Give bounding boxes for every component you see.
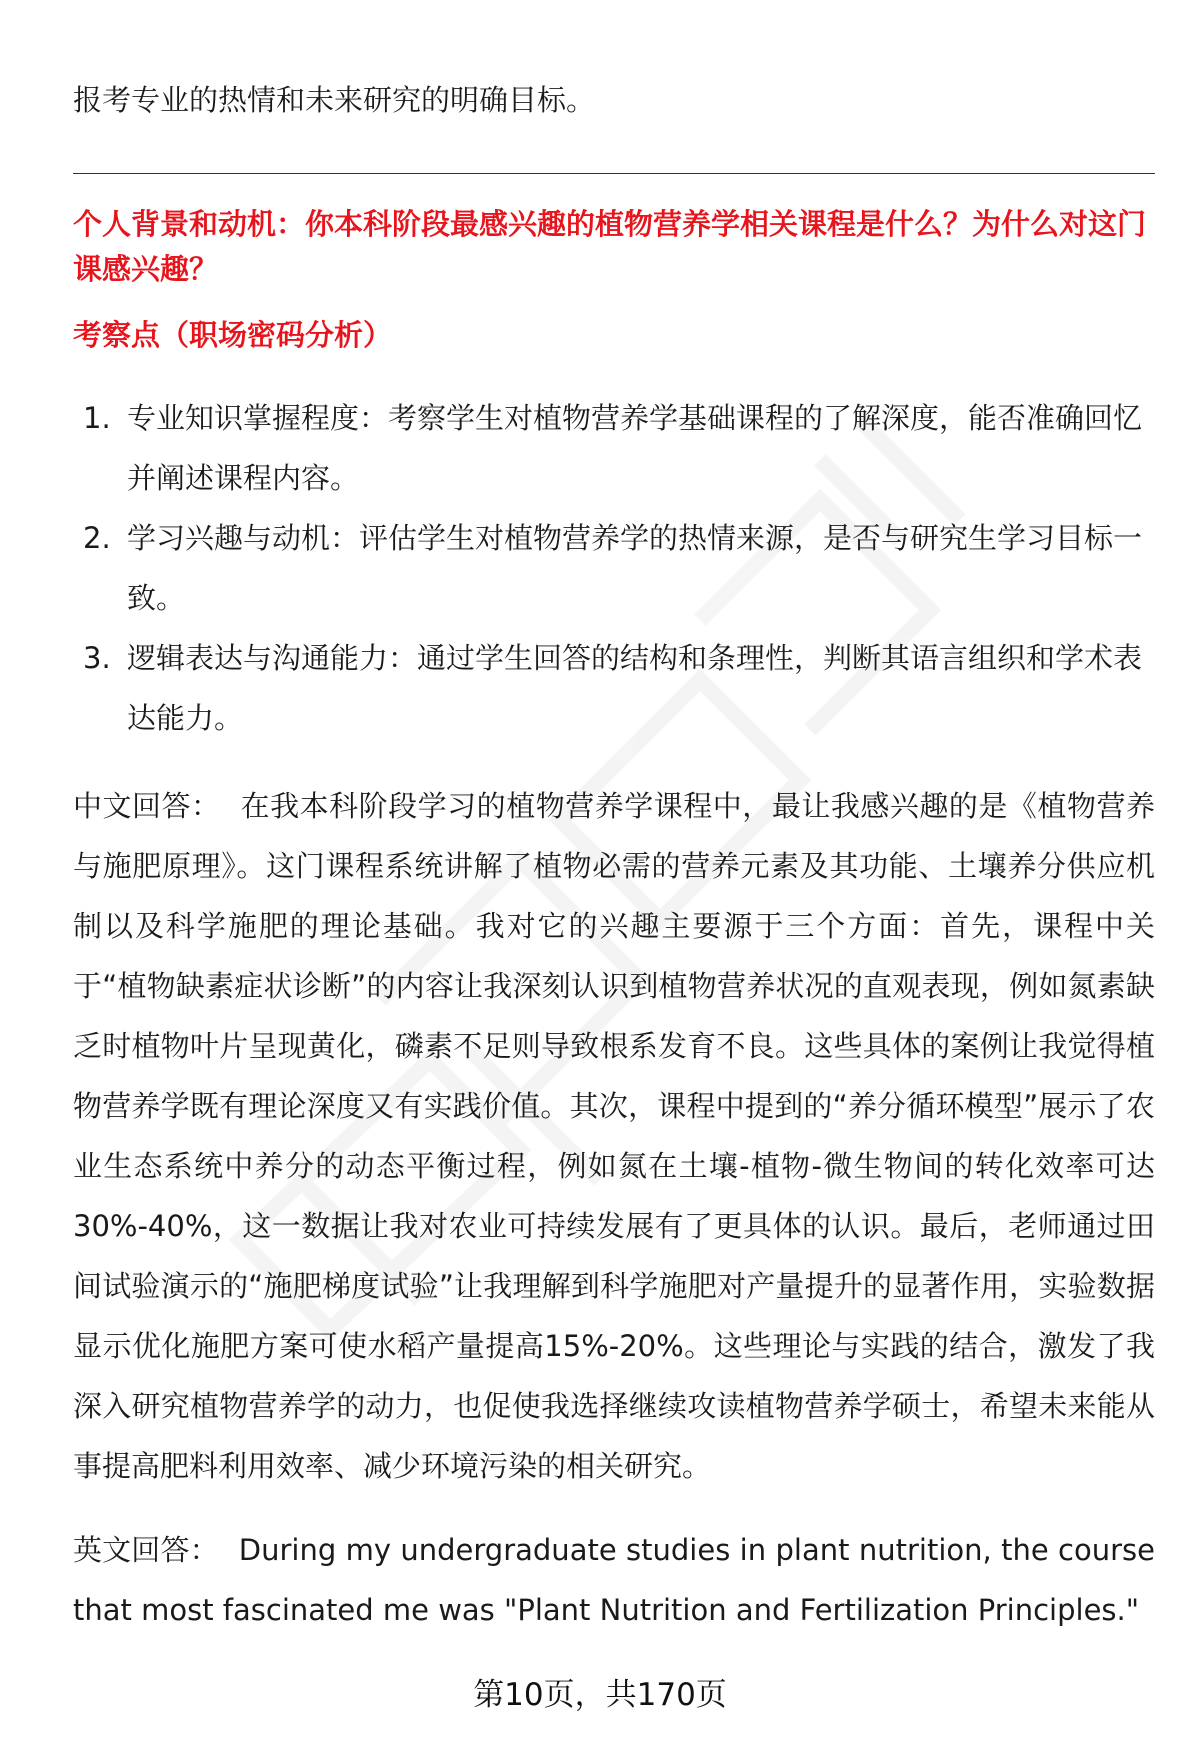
list-item-number: 2.	[83, 521, 111, 555]
chinese-answer-label: 中文回答：	[73, 789, 221, 823]
page-number: 第10页，共170页	[473, 1677, 727, 1713]
focus-points-list	[73, 388, 1155, 748]
list-item-text: 逻辑表达与沟通能力：通过学生回答的结构和条理性，判断其语言组织和学术表达能力。	[127, 641, 1143, 735]
question-heading: 个人背景和动机：你本科阶段最感兴趣的植物营养学相关课程是什么？为什么对这门课感兴趣？	[73, 207, 1147, 286]
intro-text: 报考专业的热情和未来研究的明确目标。	[73, 83, 596, 117]
focus-title: 考察点（职场密码分析）	[73, 318, 393, 352]
english-answer	[73, 1520, 1155, 1640]
english-answer-label: 英文回答：	[73, 1533, 219, 1567]
chinese-answer-text: 在我本科阶段学习的植物营养学课程中，最让我感兴趣的是《植物营养与施肥原理》。这门课程系统讲解了植物必需的营养元素及其功能、土壤养分供应机制以及科学施肥的理论基础。我对它的兴趣主要源于三个方面：首先，课程中关于“植物缺素症状诊断”的内容让我深刻认识到植物营养状况的直观表现，例如氮素缺乏时植物叶片呈现黄化，磷素不足则导致根系发育不良。这些具体的案例让我觉得植物营养学既有理论深度又有实践价值。其次，课程中提到的“养分循环模型”展示了农业生态系统中养分的动态平衡过程，例如氮在土壤-植物-微生物间的转化效率可达30%-40%，这一数据让我对农业可持续发展有了更具体的认识。最后，老师通过田间试验演示的“施肥梯度试验”让我理解到科学施肥对产量提升的显著作用，实验数据显示优化施肥方案可使水稻产量提高15%-20%。这些理论与实践的结合，激发了我深入研究植物营养学的动力，也促使我选择继续攻读植物营养学硕士，希望未来能从事提高肥料利用效率、减少环境污染的相关研究。	[73, 789, 1155, 1483]
list-item-number: 3.	[83, 641, 111, 675]
list-item-text: 学习兴趣与动机：评估学生对植物营养学的热情来源，是否与研究生学习目标一致。	[127, 521, 1143, 615]
list-item	[73, 388, 1155, 508]
list-item	[73, 508, 1155, 628]
chinese-answer	[73, 776, 1155, 1496]
list-item-text: 专业知识掌握程度：考察学生对植物营养学基础课程的了解深度，能否准确回忆并阐述课程内容。	[127, 401, 1143, 495]
list-item-number: 1.	[83, 401, 111, 435]
list-item	[73, 628, 1155, 748]
divider	[73, 173, 1155, 174]
english-answer-text: During my undergraduate studies in plant nutrition, the course that most fascinated me was "Plant Nutrition and Fertilization Principles."	[73, 1533, 1155, 1627]
